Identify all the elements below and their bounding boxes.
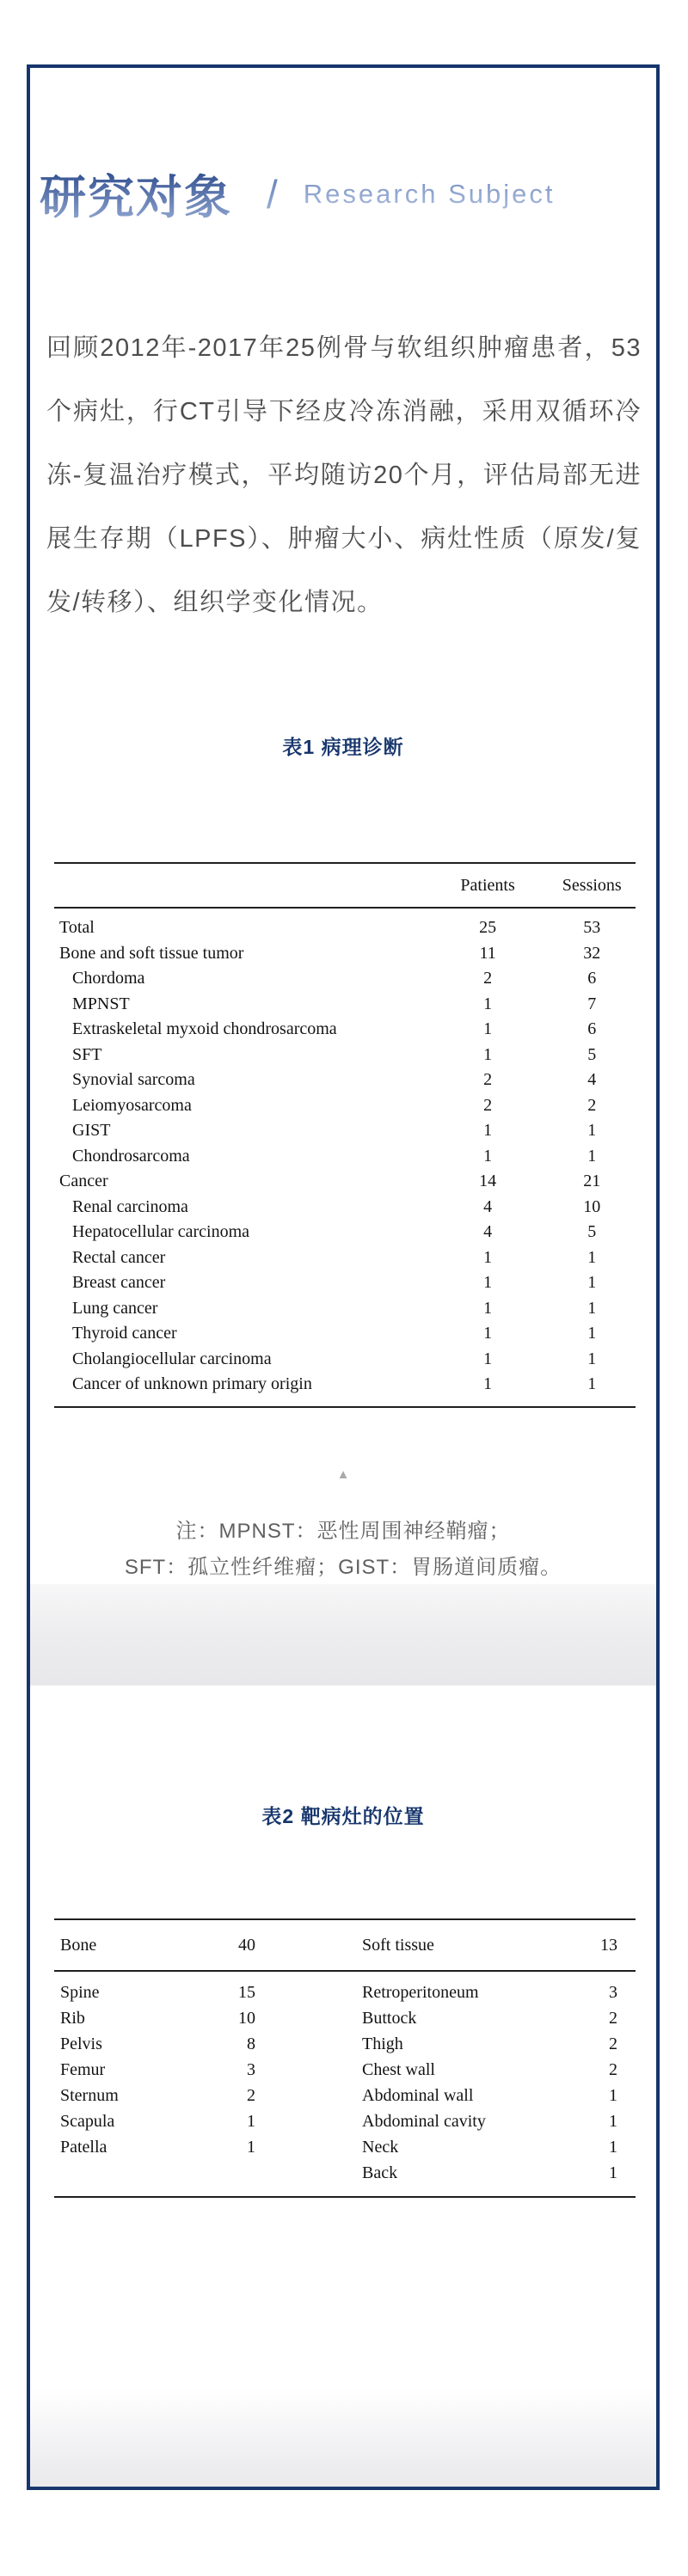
sessions-value: 53 (583, 918, 601, 937)
table-row (54, 2057, 636, 2083)
patients-value: 1 (483, 1247, 493, 1267)
table-row (54, 1169, 636, 1195)
patients-value: 1 (483, 1019, 493, 1038)
table-row (54, 992, 636, 1018)
bone-site-value: 1 (247, 2112, 255, 2131)
table-row (54, 2108, 636, 2134)
table-row (54, 1118, 636, 1144)
soft-tissue-site-label: Abdominal wall (362, 2086, 474, 2105)
table-row (54, 908, 636, 941)
patients-value: 25 (479, 918, 497, 937)
table2-header-row (54, 1919, 636, 1971)
table-row (54, 941, 636, 967)
bone-site-value (156, 2160, 256, 2197)
patients-value: 1 (427, 1372, 549, 1407)
collapse-triangle-icon[interactable]: ▲ (336, 1467, 350, 1482)
table2-body (54, 1971, 636, 2197)
sessions-value: 5 (587, 1044, 597, 1064)
table2-soft-tissue-total: 13 (578, 1919, 636, 1971)
soft-tissue-site-value: 1 (609, 2086, 617, 2105)
soft-tissue-site-value: 2 (609, 2009, 617, 2028)
section-title-zh: 研究对象 (40, 161, 232, 227)
sessions-value: 6 (587, 969, 597, 988)
diagnosis-label: Cholangiocellular carcinoma (72, 1349, 272, 1368)
patients-value: 1 (483, 994, 493, 1013)
soft-tissue-site-label: Back (256, 2160, 578, 2197)
diagnosis-label: Renal carcinoma (72, 1196, 188, 1216)
bone-site-value: 3 (247, 2060, 255, 2079)
footnote-line-1: 注：MPNST：恶性周围神经鞘瘤； (175, 1520, 511, 1543)
sessions-value: 1 (587, 1121, 597, 1140)
slash-separator: / (267, 171, 278, 217)
sessions-value: 4 (587, 1070, 597, 1089)
table2-col-soft-tissue: Soft tissue (256, 1919, 578, 1971)
table-row (54, 1971, 636, 2005)
section-header (40, 161, 555, 227)
bone-site-label: Scapula (60, 2112, 115, 2131)
sessions-value: 1 (587, 1349, 597, 1368)
patients-value: 1 (483, 1044, 493, 1064)
sessions-value: 1 (587, 1146, 597, 1166)
table-row (54, 966, 636, 992)
table1-title: 表1 病理诊断 (282, 736, 404, 758)
sessions-value: 32 (583, 943, 601, 963)
bone-site-label (54, 2160, 156, 2197)
patients-value: 2 (483, 969, 493, 988)
intro-paragraph: 回顾2012年-2017年25例骨与软组织肿瘤患者，53个病灶，行CT引导下经皮冷冻消融，采用双循环冷冻-复温治疗模式，平均随访20个月，评估局部无进展生存期（LPFS）、肿瘤大小、病灶性质（原发/复发/转移）、组织学变化情况。 (46, 334, 642, 616)
table-row (54, 2083, 636, 2108)
bone-site-label: Rib (60, 2009, 85, 2028)
table1-col-patients: Patients (427, 863, 549, 908)
patients-value: 4 (483, 1222, 493, 1241)
sessions-value: 6 (587, 1019, 597, 1038)
section-title-en: Research Subject (303, 178, 556, 209)
diagnosis-label: Cancer of unknown primary origin (54, 1372, 427, 1407)
soft-tissue-site-label: Retroperitoneum (362, 1983, 479, 2002)
sessions-value: 1 (548, 1372, 636, 1407)
bone-site-value: 15 (238, 1983, 255, 2002)
sessions-value: 1 (587, 1298, 597, 1318)
diagnosis-label: Cancer (59, 1172, 108, 1190)
soft-tissue-site-label: Abdominal cavity (362, 2112, 486, 2131)
bone-site-label: Spine (60, 1983, 100, 2002)
diagnosis-label: Synovial sarcoma (72, 1070, 195, 1089)
sessions-value: 10 (583, 1196, 601, 1216)
content-card (27, 64, 660, 2490)
diagnosis-label: Total (59, 918, 95, 937)
soft-tissue-site-value: 2 (609, 2060, 617, 2079)
table-row (54, 1347, 636, 1373)
patients-value: 1 (483, 1146, 493, 1166)
bone-site-value: 10 (238, 2009, 255, 2028)
table2-bone-total: 40 (156, 1919, 256, 1971)
patients-value: 2 (483, 1095, 493, 1115)
diagnosis-label: Rectal cancer (72, 1247, 166, 1267)
table2-col-bone: Bone (54, 1919, 156, 1971)
diagnosis-label: Thyroid cancer (72, 1324, 177, 1343)
soft-tissue-site-value: 1 (609, 2138, 617, 2157)
section-divider (30, 1584, 656, 1686)
table-row (54, 1321, 636, 1347)
diagnosis-label: Chordoma (72, 969, 145, 988)
table-row (54, 1245, 636, 1271)
bottom-gradient (30, 2389, 656, 2487)
table-row (54, 2031, 636, 2057)
diagnosis-label: Lung cancer (72, 1298, 158, 1318)
table1-header-row (54, 863, 636, 908)
patients-value: 2 (483, 1070, 493, 1089)
soft-tissue-site-label: Chest wall (362, 2060, 435, 2079)
diagnosis-label: SFT (72, 1044, 102, 1064)
diagnosis-label: Hepatocellular carcinoma (72, 1222, 249, 1241)
bone-site-label: Sternum (60, 2086, 119, 2105)
diagnosis-label: Bone and soft tissue tumor (59, 943, 244, 963)
diagnosis-label: Breast cancer (72, 1273, 166, 1292)
table-row (54, 1144, 636, 1170)
soft-tissue-site-label: Buttock (362, 2009, 417, 2028)
patients-value: 11 (479, 943, 496, 963)
footnote-line-2: SFT：孤立性纤维瘤；GIST：胃肠道间质瘤。 (124, 1556, 562, 1579)
table-row (54, 1270, 636, 1296)
diagnosis-label: Chondrosarcoma (72, 1146, 190, 1166)
patients-value: 1 (483, 1298, 493, 1318)
soft-tissue-site-value: 1 (578, 2160, 636, 2197)
table1-body (54, 908, 636, 1407)
sessions-value: 7 (587, 994, 597, 1013)
diagnosis-label: MPNST (72, 994, 130, 1013)
diagnosis-label: Leiomyosarcoma (72, 1095, 192, 1115)
bone-site-label: Pelvis (60, 2034, 102, 2053)
table-row (54, 2134, 636, 2160)
sessions-value: 1 (587, 1247, 597, 1267)
sessions-value: 1 (587, 1273, 597, 1292)
patients-value: 4 (483, 1196, 493, 1216)
table-row (54, 1220, 636, 1245)
table1-header (54, 863, 636, 908)
patients-value: 14 (479, 1172, 497, 1190)
pathology-diagnosis-table (54, 862, 636, 1408)
bone-site-label: Patella (60, 2138, 108, 2157)
soft-tissue-site-label: Thigh (362, 2034, 403, 2053)
soft-tissue-site-value: 1 (609, 2112, 617, 2131)
sessions-value: 1 (587, 1324, 597, 1343)
soft-tissue-site-value: 2 (609, 2034, 617, 2053)
bone-site-value: 1 (247, 2138, 255, 2157)
table-row (54, 1372, 636, 1407)
table-row (54, 1043, 636, 1068)
diagnosis-label: Extraskeletal myxoid chondrosarcoma (72, 1019, 337, 1038)
lesion-location-table (54, 1918, 636, 2198)
bone-site-value: 2 (247, 2086, 255, 2105)
table-row (54, 1296, 636, 1322)
table-row (54, 1017, 636, 1043)
bone-site-value: 8 (247, 2034, 255, 2053)
table-row (54, 1068, 636, 1093)
table2-title: 表2 靶病灶的位置 (261, 1805, 425, 1827)
bone-site-label: Femur (60, 2060, 106, 2079)
patients-value: 1 (483, 1349, 493, 1368)
table1-col-sessions: Sessions (548, 863, 636, 908)
diagnosis-label: GIST (72, 1121, 111, 1140)
patients-value: 1 (483, 1324, 493, 1343)
patients-value: 1 (483, 1121, 493, 1140)
table-row (54, 1093, 636, 1119)
soft-tissue-site-label: Neck (362, 2138, 399, 2157)
sessions-value: 5 (587, 1222, 597, 1241)
patients-value: 1 (483, 1273, 493, 1292)
soft-tissue-site-value: 3 (609, 1983, 617, 2002)
sessions-value: 2 (587, 1095, 597, 1115)
table-row (54, 2160, 636, 2197)
table1-footnote (30, 1514, 656, 1586)
sessions-value: 21 (583, 1172, 601, 1190)
table-row (54, 1195, 636, 1221)
table2-header (54, 1919, 636, 1971)
table-row (54, 2005, 636, 2031)
table1-col-empty (54, 863, 427, 908)
